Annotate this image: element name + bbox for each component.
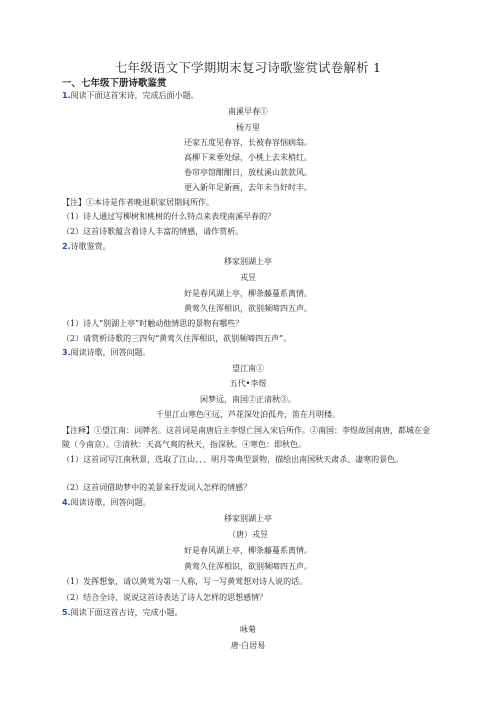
question-prompt: 阅读诗歌，回答问题。 [70, 498, 151, 507]
poem-line: 闲梦远，南国②正清秋③。 [200, 395, 296, 404]
poem-note: 【注释】①望江南：词牌名。这首词是南唐后主李煜亡国入宋后所作。②南国：李煜故国南唐，都城在金陵（今南京）。③清秋：天高气爽的秋天，指深秋。④寒色：即秋色。 [62, 426, 430, 449]
sub-question: （2）这首诗歌蕴含着诗人丰富的情感，请作赏析。 [62, 227, 244, 236]
poem-title: 望江南① [232, 364, 264, 373]
poem-title: 咏菊 [240, 625, 256, 634]
sub-question: （2）结合全诗，说说这首诗表达了诗人怎样的思想感情？ [62, 593, 268, 602]
poem-line: 好是春风湖上亭，柳条藤蔓系离情。 [184, 289, 312, 298]
poem-title: 南溪早春① [228, 107, 268, 116]
sub-question: （1）发挥想象，请以黄莺为第一人称，写一写黄莺想对诗人说的话。 [62, 577, 308, 586]
poem-line: 卷帘亭馆酣酣日，放杖溪山款款风。 [184, 168, 312, 177]
question-number: 5. [62, 608, 71, 617]
sub-question: （1）诗人“别湖上亭”时触动他情思的景物有哪些？ [62, 319, 244, 328]
poem-line: 黄莺久住浑相识，欲别频啼四五声。 [184, 304, 312, 313]
poem-author: 唐·白居易 [230, 641, 266, 650]
question-prompt: 阅读下面这首古诗，完成小题。 [70, 608, 183, 617]
sub-question: （2）请赏析诗歌的三四句“黄莺久住浑相识，欲别频啼四五声”。 [62, 334, 292, 343]
question-prompt: 阅读诗歌，回答问题。 [70, 348, 151, 357]
poem-author: 戎昱 [240, 273, 256, 282]
question-number: 3. [62, 348, 71, 357]
sub-question: （1）诗人通过写柳树和桃树的什么特点来表现南溪早春的？ [62, 212, 276, 221]
poem-note: 【注】①本诗是作者晚退职家居期间所作。 [62, 198, 214, 207]
poem-title: 移家别湖上亭 [224, 257, 272, 266]
poem-line: 黄莺久住浑相识，欲别频啼四五声。 [184, 562, 312, 571]
poem-line: 好是春风湖上亭，柳条藤蔓系离情。 [184, 546, 312, 555]
section-heading: 一、七年级下册诗歌鉴赏 [62, 78, 167, 89]
question-number: 1. [62, 91, 71, 100]
question-3 [62, 347, 151, 358]
question-number: 2. [62, 242, 71, 251]
question-4 [62, 497, 151, 508]
poem-line: 千里江山寒色④远，芦花深处泊孤舟，笛在月明楼。 [156, 410, 340, 419]
sub-question: （1）这首词写江南秋景，选取了江山、、、明月等典型景物，描绘出南国秋天肃杀、凄寒的景色。 [62, 455, 404, 464]
question-5 [62, 607, 183, 618]
sub-question: （2）这首词借助梦中的美景来抒发词人怎样的情感？ [62, 483, 252, 492]
poem-author: 五代•李煜 [229, 379, 267, 388]
poem-line: 更入新年足新画，去年未当好时丰。 [184, 183, 312, 192]
poem-line: 高柳下来垂处绿，小桃上去末梢红。 [184, 153, 312, 162]
poem-author: 杨万里 [236, 123, 260, 132]
page-title: 七年级语文下学期期末复习诗歌鉴赏试卷解析 1 [114, 60, 382, 75]
poem-author: （唐）戎昱 [228, 530, 268, 539]
poem-line: 还家五度见春容，长被春容恼病翁。 [184, 138, 312, 147]
question-2 [62, 241, 111, 252]
question-number: 4. [62, 498, 71, 507]
question-prompt: 诗歌鉴赏。 [70, 242, 111, 251]
question-1 [62, 90, 199, 101]
poem-title: 移家别湖上亭 [224, 514, 272, 523]
question-prompt: 阅读下面这首宋诗，完成后面小题。 [70, 91, 199, 100]
